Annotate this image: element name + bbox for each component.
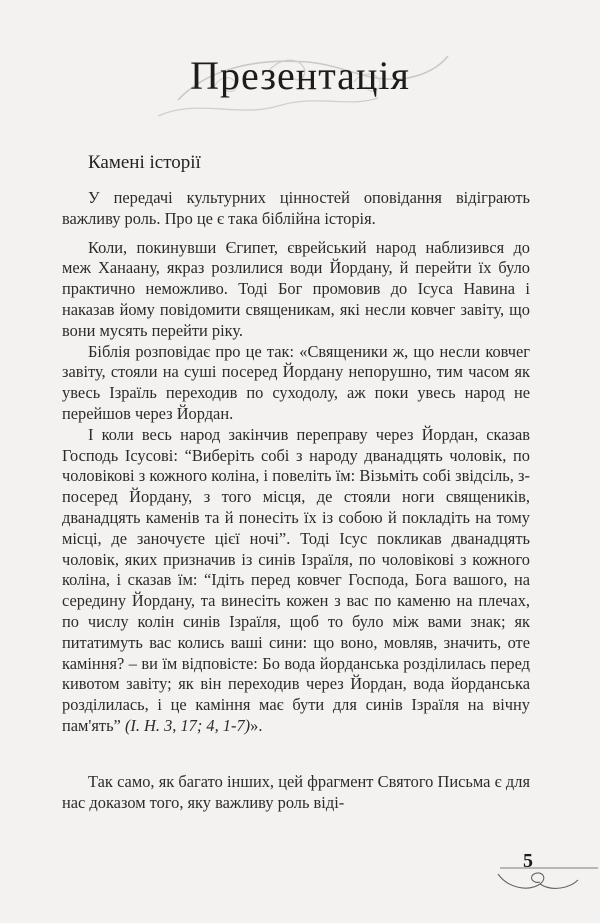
quote-end: ». xyxy=(250,715,263,735)
paragraph: Біблія розповідає про це так: «Священики ж, що несли ковчег завіту, стояли на суші посеред Йордану непорушно, тим часом як увесь Ізраїль переходив по суходолу, аж поки увесь народ не перейшов через Йордан. xyxy=(62,341,530,423)
decorative-flourish-bottom xyxy=(478,862,600,896)
quote-text: І коли весь народ закінчив переправу через Йордан, сказав Господь Ісусові: “Виберіть собі з народу дванадцять чоловік, по чоловікові з кожного коліна, і повеліть їм: Візьміть собі звідсіль, з-посеред Йордану, з того місця, де стояли ноги священиків, дванадцять каменів та й понесіть їх із собою й покладіть на тому місці, де заночуєте цієї ночі”. Тоді Ісус покликав дванадцять чоловік, яких призначив із синів Ізраїля, по чоловікові з кожного коліна, і сказав їм: “Ідіть перед ковчег Господа, Бога вашого, на середину Йордану, та винесіть кожен з вас по каменю на плечах, по числу колін синів Ізраїля, щоб то було між вами знак; як питатимуть вас колись ваші сини: що воно, мовляв, значить, оте каміння? – ви їм відповісте: Бо вода йорданська розділилась перед кивотом завіту; як він переходив через Йордан, вода йорданська розділилась, і це каміння має бути для синів Ізраїля на вічну пам'ять” xyxy=(62,424,530,735)
page-title: Презентація xyxy=(190,53,410,98)
bible-citation: (І. Н. 3, 17; 4, 1-7) xyxy=(124,715,251,735)
section-subtitle: Камені історії xyxy=(88,152,201,173)
paragraph xyxy=(62,425,530,737)
paragraph: У передачі культурних цінностей оповідання відіграють важливу роль. Про це є така біблійна історія. xyxy=(62,188,530,228)
page-number: 5 xyxy=(523,850,533,872)
paragraph: Коли, покинувши Єгипет, єврейський народ наблизився до меж Ханаану, якраз розлилися води Йордану, й перейти їх було практично неможливо. Тоді Бог промовив до Ісуса Навина і наказав йому повідомити священикам, які несли ковчег завіту, що вони мусять перейти ріку. xyxy=(62,237,530,340)
paragraph: Так само, як багато інших, цей фрагмент Святого Письма є для нас доказом того, яку важливу роль віді- xyxy=(62,772,530,812)
main-text xyxy=(62,188,530,737)
closing-text xyxy=(62,772,530,814)
